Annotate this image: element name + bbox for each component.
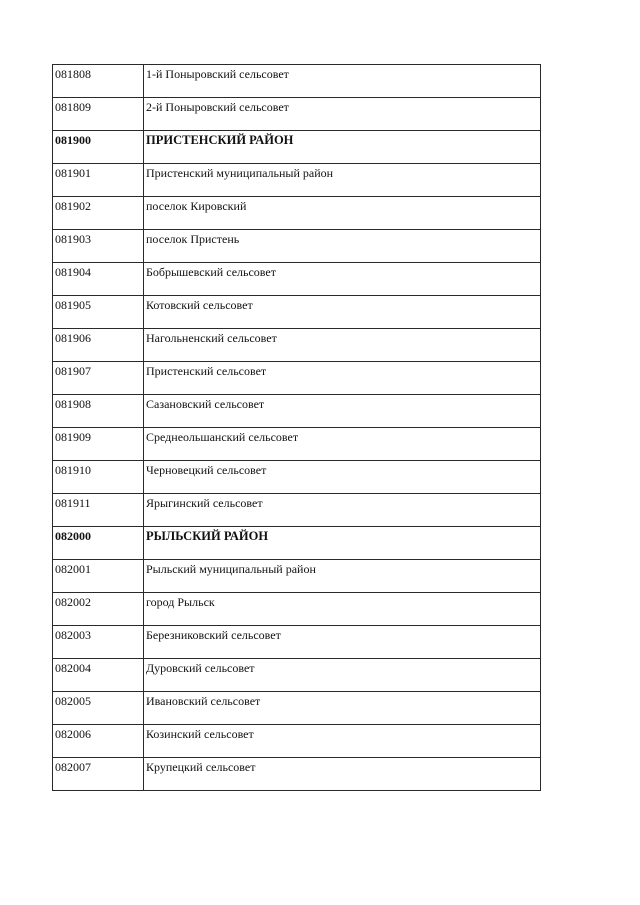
district-title: ПРИСТЕНСКИЙ РАЙОН [146, 133, 294, 147]
code-table-body [53, 65, 541, 791]
code-text: 082004 [55, 661, 91, 675]
code-cell [53, 164, 144, 197]
name-cell [144, 560, 541, 593]
table-row [53, 395, 541, 428]
name-cell [144, 197, 541, 230]
name-text: город Рыльск [146, 595, 215, 609]
code-text: 082001 [55, 562, 91, 576]
name-text: Березниковский сельсовет [146, 628, 281, 642]
name-cell [144, 428, 541, 461]
code-text: 081908 [55, 397, 91, 411]
code-cell [53, 461, 144, 494]
name-cell [144, 131, 541, 164]
name-cell [144, 527, 541, 560]
name-cell [144, 461, 541, 494]
table-row [53, 692, 541, 725]
code-text: 082000 [55, 529, 91, 543]
name-text: Среднеольшанский сельсовет [146, 430, 299, 444]
code-text: 081906 [55, 331, 91, 345]
name-text: Рыльский муниципальный район [146, 562, 316, 576]
code-text: 081907 [55, 364, 91, 378]
code-cell [53, 329, 144, 362]
name-cell [144, 230, 541, 263]
name-cell [144, 263, 541, 296]
name-text: Сазановский сельсовет [146, 397, 265, 411]
code-text: 081809 [55, 100, 91, 114]
code-text: 081901 [55, 166, 91, 180]
name-cell [144, 164, 541, 197]
code-cell [53, 197, 144, 230]
name-cell [144, 725, 541, 758]
code-text: 081904 [55, 265, 91, 279]
name-text: Козинский сельсовет [146, 727, 254, 741]
table-row [53, 230, 541, 263]
code-text: 082007 [55, 760, 91, 774]
table-row [53, 362, 541, 395]
table-row [53, 263, 541, 296]
code-text: 082005 [55, 694, 91, 708]
name-cell [144, 296, 541, 329]
code-text: 081911 [55, 496, 91, 510]
code-cell [53, 98, 144, 131]
name-cell [144, 758, 541, 791]
table-row [53, 461, 541, 494]
name-cell [144, 329, 541, 362]
name-cell [144, 659, 541, 692]
code-text: 081808 [55, 67, 91, 81]
name-text: поселок Пристень [146, 232, 240, 246]
table-row [53, 164, 541, 197]
name-text: Крупецкий сельсовет [146, 760, 256, 774]
district-title: РЫЛЬСКИЙ РАЙОН [146, 529, 269, 543]
name-text: Пристенский муниципальный район [146, 166, 334, 180]
code-cell [53, 395, 144, 428]
code-cell [53, 296, 144, 329]
code-cell [53, 263, 144, 296]
code-cell [53, 362, 144, 395]
district-header-row [53, 527, 541, 560]
code-cell [53, 494, 144, 527]
name-text: Котовский сельсовет [146, 298, 253, 312]
name-text: поселок Кировский [146, 199, 247, 213]
table-row [53, 65, 541, 98]
name-cell [144, 98, 541, 131]
district-header-row [53, 131, 541, 164]
name-text: Дуровский сельсовет [146, 661, 255, 675]
code-cell [53, 593, 144, 626]
code-cell [53, 659, 144, 692]
code-cell [53, 428, 144, 461]
name-cell [144, 362, 541, 395]
table-row [53, 758, 541, 791]
code-cell [53, 560, 144, 593]
name-text: Черновецкий сельсовет [146, 463, 267, 477]
name-text: 2-й Поныровский сельсовет [146, 100, 289, 114]
code-cell [53, 626, 144, 659]
name-text: Ивановский сельсовет [146, 694, 261, 708]
name-cell [144, 692, 541, 725]
table-row [53, 296, 541, 329]
code-text: 082003 [55, 628, 91, 642]
table-row [53, 428, 541, 461]
table-row [53, 98, 541, 131]
name-cell [144, 395, 541, 428]
table-row [53, 494, 541, 527]
name-text: Нагольненский сельсовет [146, 331, 277, 345]
name-text: Пристенский сельсовет [146, 364, 267, 378]
code-cell [53, 692, 144, 725]
name-text: Бобрышевский сельсовет [146, 265, 276, 279]
code-text: 081902 [55, 199, 91, 213]
code-text: 081910 [55, 463, 91, 477]
code-text: 082002 [55, 595, 91, 609]
name-cell [144, 593, 541, 626]
table-row [53, 329, 541, 362]
table-row [53, 725, 541, 758]
name-text: Ярыгинский сельсовет [146, 496, 263, 510]
table-row [53, 560, 541, 593]
table-row [53, 659, 541, 692]
code-text: 081900 [55, 133, 91, 147]
code-table [52, 64, 541, 791]
code-text: 081905 [55, 298, 91, 312]
name-cell [144, 65, 541, 98]
name-cell [144, 494, 541, 527]
name-cell [144, 626, 541, 659]
code-cell [53, 65, 144, 98]
code-text: 081903 [55, 232, 91, 246]
code-cell [53, 527, 144, 560]
code-cell [53, 725, 144, 758]
code-cell [53, 230, 144, 263]
name-text: 1-й Поныровский сельсовет [146, 67, 289, 81]
table-row [53, 626, 541, 659]
code-text: 082006 [55, 727, 91, 741]
code-cell [53, 758, 144, 791]
table-row [53, 197, 541, 230]
code-cell [53, 131, 144, 164]
table-row [53, 593, 541, 626]
code-text: 081909 [55, 430, 91, 444]
